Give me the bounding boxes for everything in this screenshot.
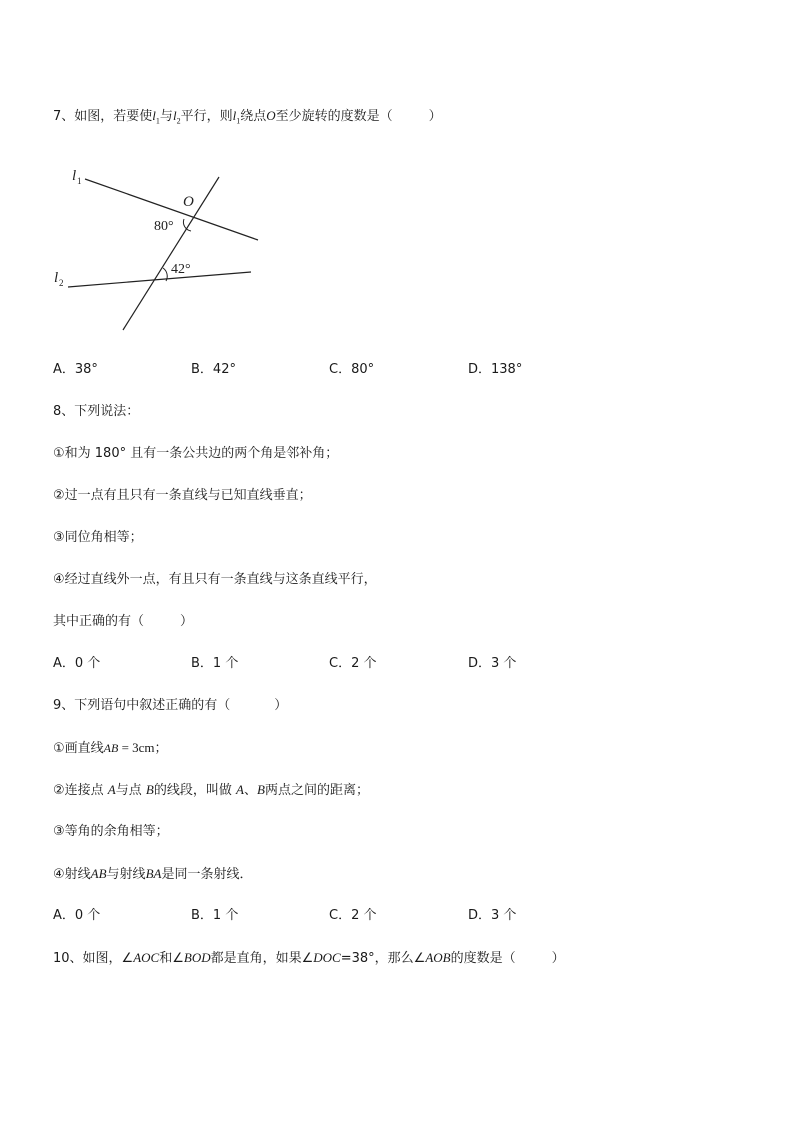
label-l1-sub: 1 bbox=[77, 176, 82, 186]
q9-option-a[interactable]: A．0 个 bbox=[53, 908, 101, 923]
q9-item-3: ③等角的余角相等； bbox=[53, 824, 169, 839]
label-o: O bbox=[183, 194, 194, 210]
q8-item-4: ④经过直线外一点，有且只有一条直线与这条直线平行， bbox=[53, 572, 377, 587]
q8-stem: 8、下列说法： bbox=[53, 404, 140, 419]
angle-80-arc bbox=[183, 219, 191, 231]
q8-option-a[interactable]: A．0 个 bbox=[53, 656, 101, 671]
q9-option-c[interactable]: C．2 个 bbox=[329, 908, 377, 923]
q9-item-2: ②连接点 A与点 B的线段，叫做 A、B两点之间的距离； bbox=[53, 782, 369, 798]
q7-figure bbox=[48, 160, 278, 340]
q9-item-1: ①画直线AB = 3cm； bbox=[53, 740, 168, 756]
q9-option-d[interactable]: D．3 个 bbox=[468, 908, 517, 923]
q8-options bbox=[53, 655, 653, 673]
q7-options bbox=[53, 361, 653, 379]
q7-option-a[interactable]: A．38° bbox=[53, 362, 98, 377]
q8-ask: 其中正确的有（ ） bbox=[53, 614, 194, 629]
label-l2-sub: 2 bbox=[59, 278, 64, 288]
q8-item-1: ①和为 180° 且有一条公共边的两个角是邻补角； bbox=[53, 446, 339, 461]
angle-80-label: 80° bbox=[154, 219, 174, 234]
q7-option-b[interactable]: B．42° bbox=[191, 362, 236, 377]
q8-option-b[interactable]: B．1 个 bbox=[191, 656, 239, 671]
angle-42-label: 42° bbox=[171, 262, 191, 277]
q8-item-2: ②过一点有且只有一条直线与已知直线垂直； bbox=[53, 488, 312, 503]
q8-item-3: ③同位角相等； bbox=[53, 530, 143, 545]
q7-option-c[interactable]: C．80° bbox=[329, 362, 375, 377]
label-l2: l bbox=[54, 270, 59, 286]
line-l2 bbox=[68, 272, 251, 287]
q7-option-d[interactable]: D．138° bbox=[468, 362, 523, 377]
q9-option-b[interactable]: B．1 个 bbox=[191, 908, 239, 923]
transversal-line bbox=[123, 177, 219, 330]
q9-options bbox=[53, 907, 653, 925]
q8-option-d[interactable]: D．3 个 bbox=[468, 656, 517, 671]
q7-stem: 7、如图，若要使$l_1$与$l_2$平行，则$l_1$绕点O至少旋转的度数是（ ） bbox=[53, 108, 442, 126]
q10-stem: 10、如图，∠AOC和∠BOD都是直角，如果∠DOC=38°，那么∠AOB的度数是（ ） bbox=[53, 950, 565, 966]
q9-stem: 9、下列语句中叙述正确的有（ ） bbox=[53, 698, 288, 713]
q8-option-c[interactable]: C．2 个 bbox=[329, 656, 377, 671]
q9-item-4: ④射线AB与射线BA是同一条射线． bbox=[53, 866, 253, 882]
label-l1: l bbox=[72, 168, 77, 184]
